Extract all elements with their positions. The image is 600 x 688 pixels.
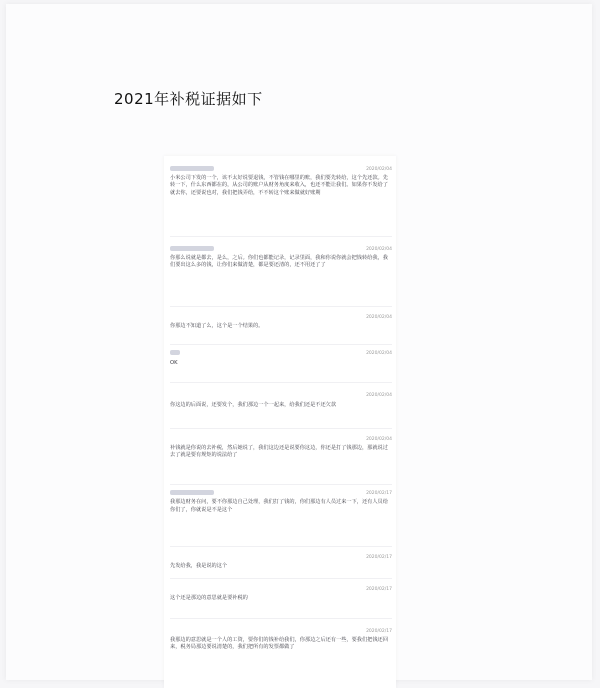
message-divider	[170, 306, 392, 307]
message-text: 我那边财务在问，要不你那边自己处理，我们打了钱的，你们那边有人员过来一下，还有人员给你们了，你就说是不是这个	[170, 499, 388, 514]
chat-message-4	[170, 350, 392, 368]
message-text: 补钱就是你说的去补税，然后她说了，我们这边还是说要你这边，你还是打了钱那边，那就说过去了就是要有规矩的说法给了	[170, 445, 388, 459]
chat-message-9	[170, 586, 392, 602]
document-page	[6, 4, 592, 680]
message-text: OK	[170, 360, 178, 367]
chat-message-2	[170, 246, 392, 270]
sender-name-redacted	[170, 166, 214, 171]
message-time: 2020/02/17	[366, 587, 392, 592]
chat-screenshot	[164, 156, 396, 688]
message-divider	[170, 236, 392, 237]
message-text: 你这边的后面说，还要发个，我们那边一个一起来，给我们还是不还欠款	[170, 402, 337, 409]
chat-message-6	[170, 436, 392, 460]
message-time: 2020/02/04	[366, 247, 392, 252]
chat-message-10	[170, 628, 392, 652]
page-title: 2021年补税证据如下	[114, 90, 263, 108]
sender-name-redacted	[170, 490, 214, 495]
message-time: 2020/02/04	[366, 167, 392, 172]
message-divider	[170, 484, 392, 485]
chat-message-3	[170, 314, 392, 330]
message-time: 2020/02/17	[366, 555, 392, 560]
message-divider	[170, 546, 392, 547]
chat-message-8	[170, 554, 392, 570]
message-divider	[170, 578, 392, 579]
message-time: 2020/02/17	[366, 629, 392, 634]
message-divider	[170, 344, 392, 345]
message-time: 2020/02/04	[366, 315, 392, 320]
message-text: 小米公司下发的一个，该不太好说要退钱，不管钱在哪里的账，我们要先转给，这个先还款。先转一下，什么东西都在的，从公司的账户从财务角度来收入，也还不能让我们。如果你不发给了就去你，还要说也对，我们把钱弄给，不不转这个账来做就好账期	[170, 175, 388, 196]
message-time: 2020/02/04	[366, 437, 392, 442]
message-text: 你那么说就是都去，是么，之后。你们也都能记录，记录里面，我和你说你就会把钱转给我，我们要出这么多的钱，让你们来做清楚，都是要还清的，还不用还了了	[170, 255, 388, 269]
chat-message-1	[170, 166, 392, 197]
sender-name-redacted	[170, 350, 180, 355]
chat-message-7	[170, 490, 392, 515]
message-divider	[170, 382, 392, 383]
message-divider	[170, 618, 392, 619]
message-time: 2020/02/04	[366, 393, 392, 398]
chat-message-5	[170, 392, 392, 410]
message-text: 这个还是那边的意思就是要补税的	[170, 595, 248, 601]
sender-name-redacted	[170, 246, 214, 251]
message-text: 你那边不知道了么，这个是一个结果的。	[170, 323, 264, 329]
message-text: 先发给我，我是说的这个	[170, 563, 228, 569]
message-text: 我那边的意思就是一个人的工资，要你们的钱补给我们，你那边之后还有一些，要我们把钱还回来，税务局那边要说清楚的，我们把所有的发票都做了	[170, 637, 388, 651]
message-time: 2020/02/04	[366, 351, 392, 356]
message-divider	[170, 428, 392, 429]
message-time: 2020/02/17	[366, 491, 392, 496]
